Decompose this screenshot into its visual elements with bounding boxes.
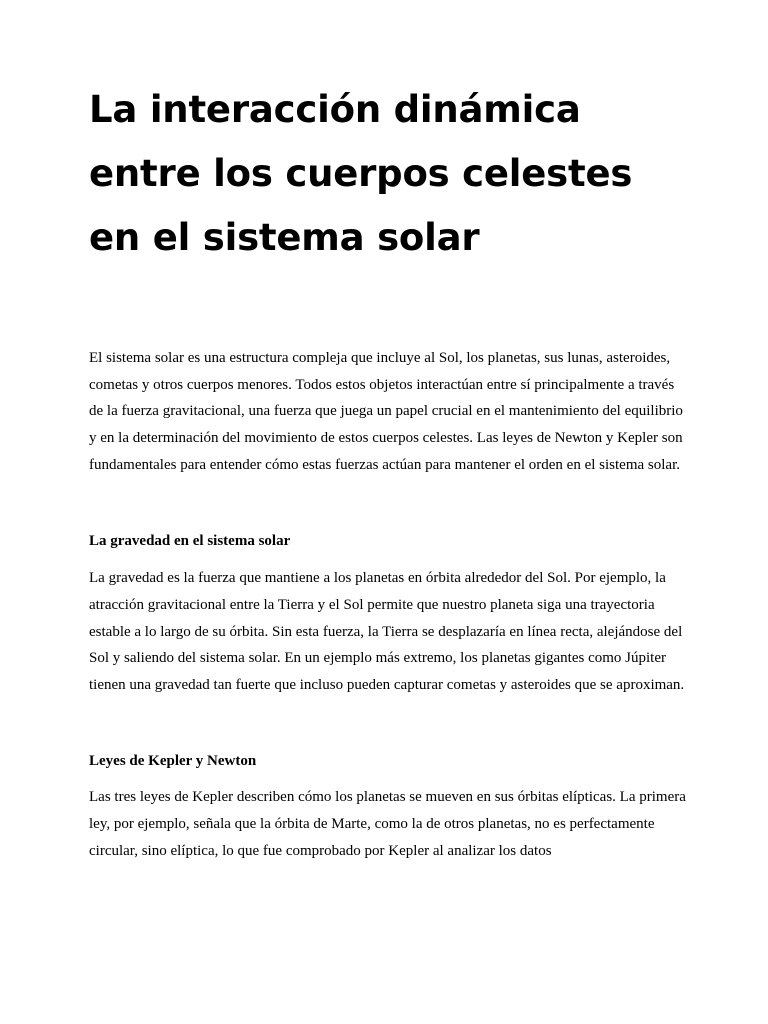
intro-paragraph: El sistema solar es una estructura compleja que incluye al Sol, los planetas, sus lunas, asteroides, cometas y otros cuerpos menores. Todos estos objetos interactúan entre sí principalmente a través de la fuerza gravitacional, una fuerza que juega un papel crucial en el mantenimiento del equilibrio y en la determinación del movimiento de estos cuerpos celestes. Las leyes de Newton y Kepler son fundamentales para entender cómo estas fuerzas actúan para mantener el orden en el sistema solar.	[89, 350, 683, 473]
section-paragraph-leyes: Las tres leyes de Kepler describen cómo los planetas se mueven en sus órbitas elípticas. La primera ley, por ejemplo, señala que la órbita de Marte, como la de otros planetas, no es perfectamente circular, sino elíptica, lo que fue comprobado por Kepler al analizar los datos	[89, 789, 686, 859]
section-heading-leyes: Leyes de Kepler y Newton	[89, 752, 257, 769]
section-heading-gravedad: La gravedad en el sistema solar	[89, 532, 291, 549]
section-paragraph-gravedad: La gravedad es la fuerza que mantiene a los planetas en órbita alrededor del Sol. Por ejemplo, la atracción gravitacional entre la Tierra y el Sol permite que nuestro planeta siga una trayectoria estable a lo largo de su órbita. Sin esta fuerza, la Tierra se desplazaría en línea recta, alejándose del Sol y saliendo del sistema solar. En un ejemplo más extremo, los planetas gigantes como Júpiter tienen una gravedad tan fuerte que incluso pueden capturar cometas y asteroides que se aproximan.	[89, 570, 685, 694]
document-page	[89, 78, 689, 865]
document-title: La interacción dinámica entre los cuerpos celestes en el sistema solar	[89, 88, 633, 259]
